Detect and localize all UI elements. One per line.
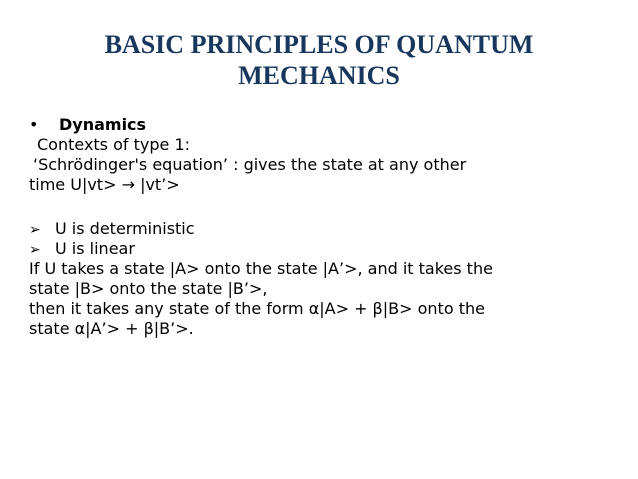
linear-text: U is linear: [55, 239, 135, 258]
arrow-bullet-icon: ➢: [29, 222, 41, 238]
linearity-paragraph-line-2: state |B> onto the state |B’>,: [29, 279, 268, 298]
spacer: [29, 195, 619, 219]
dynamics-bullet: [29, 115, 619, 135]
superposition-line-2: state α|A’> + β|B’>.: [29, 319, 194, 338]
arrow-bullet-icon: ➢: [29, 242, 41, 258]
title-line-1: BASIC PRINCIPLES OF QUANTUM: [104, 30, 534, 59]
schrodinger-line-2: time U|vt> → |vt’>: [29, 175, 180, 194]
dynamics-heading: Dynamics: [59, 115, 147, 134]
slide-title: [40, 29, 598, 91]
contexts-line: Contexts of type 1:: [37, 135, 191, 154]
linear-bullet: [29, 239, 619, 259]
title-line-2: MECHANICS: [238, 61, 400, 90]
linearity-paragraph-line-1: If U takes a state |A> onto the state |A’>, and it takes the: [29, 259, 493, 278]
superposition-line-1: then it takes any state of the form α|A> + β|B> onto the: [29, 299, 485, 318]
slide-body: [29, 115, 619, 339]
deterministic-bullet: [29, 219, 619, 239]
bullet-dot-icon: •: [29, 115, 39, 134]
deterministic-text: U is deterministic: [55, 219, 195, 238]
schrodinger-line-1: ‘Schrödinger's equation’ : gives the state at any other: [33, 155, 467, 174]
